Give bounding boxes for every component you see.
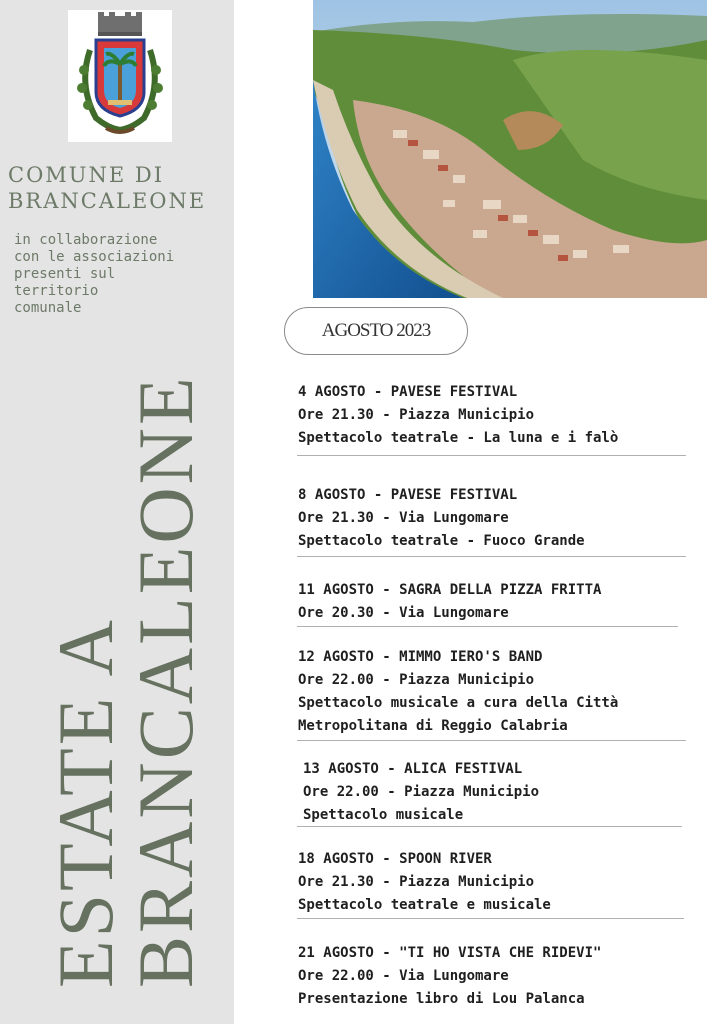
aerial-photo-image: [313, 0, 707, 298]
event-divider: [297, 556, 686, 557]
coat-of-arms: [68, 10, 172, 142]
event-title: 21 AGOSTO - "TI HO VISTA CHE RIDEVI": [298, 945, 602, 961]
event-time-place: Ore 21.30 - Piazza Municipio: [298, 874, 535, 890]
main-title-line-1: ESTATE A: [42, 617, 129, 988]
event-time-place: Ore 22.00 - Piazza Municipio: [298, 672, 535, 688]
event-time-place: Ore 21.30 - Via Lungomare: [298, 510, 509, 526]
event-description: Spettacolo teatrale e musicale: [298, 897, 551, 913]
event-divider: [297, 455, 686, 456]
main-title: [42, 374, 209, 988]
event-title: 18 AGOSTO - SPOON RIVER: [298, 851, 492, 867]
event-time-place: Ore 21.30 - Piazza Municipio: [298, 407, 535, 423]
coat-of-arms-icon: [68, 10, 172, 142]
event-title: 13 AGOSTO - ALICA FESTIVAL: [303, 761, 523, 777]
event-time-place: Ore 20.30 - Via Lungomare: [298, 605, 509, 621]
event-divider: [297, 626, 678, 627]
event-description: Presentazione libro di Lou Palanca: [298, 991, 585, 1007]
event-description: Spettacolo musicale: [303, 807, 464, 823]
event-item: [298, 942, 688, 1011]
event-description: Spettacolo musicale a cura della Città: [298, 695, 619, 711]
event-title: 8 AGOSTO - PAVESE FESTIVAL: [298, 487, 518, 503]
event-description-line-2: Metropolitana di Reggio Calabria: [298, 718, 568, 734]
collaboration-text: in collaborazione con le associazioni presenti sul territorio comunale: [14, 232, 175, 316]
event-time-place: Ore 22.00 - Via Lungomare: [298, 968, 509, 984]
event-divider: [297, 918, 684, 919]
event-item: [298, 848, 688, 917]
month-badge: AGOSTO 2023: [284, 307, 468, 355]
comune-title: COMUNE DI BRANCALEONE: [8, 163, 207, 213]
event-item: [303, 758, 693, 827]
event-time-place: Ore 22.00 - Piazza Municipio: [303, 784, 540, 800]
aerial-photo: [313, 0, 707, 298]
event-item: [298, 646, 688, 738]
event-description: Spettacolo teatrale - Fuoco Grande: [298, 533, 585, 549]
event-item: [298, 484, 688, 553]
event-title: 11 AGOSTO - SAGRA DELLA PIZZA FRITTA: [298, 582, 602, 598]
event-item: [298, 381, 688, 450]
event-item: [298, 579, 688, 625]
event-title: 12 AGOSTO - MIMMO IERO'S BAND: [298, 649, 543, 665]
event-divider: [297, 740, 686, 741]
event-divider: [297, 826, 682, 827]
event-title: 4 AGOSTO - PAVESE FESTIVAL: [298, 384, 518, 400]
event-description: Spettacolo teatrale - La luna e i falò: [298, 430, 619, 446]
main-title-line-2: BRANCALEONE: [122, 374, 209, 988]
